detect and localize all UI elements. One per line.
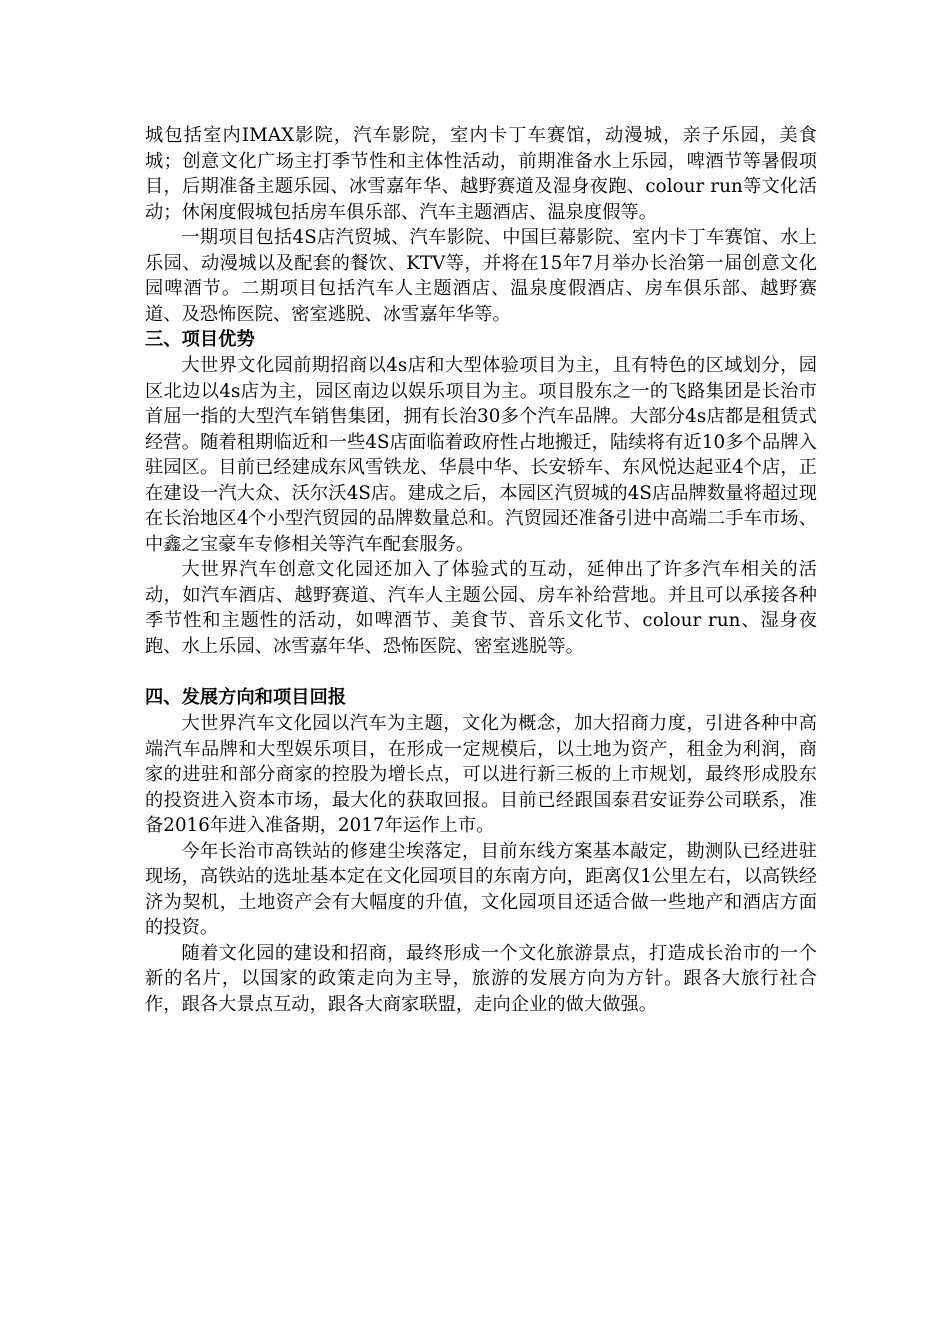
- section-4-paragraph-3: 随着文化园的建设和招商，最终形成一个文化旅游景点，打造成长治市的一个新的名片，以国家的政策走向为主导，旅游的发展方向为方针。跟各大旅行社合作，跟各大景点互动，跟各大商家联盟，走向企业的做大做强。: [145, 942, 817, 1015]
- section-3-paragraph-1: 大世界文化园前期招商以4s店和大型体验项目为主，且有特色的区域划分，园区北边以4s店为主，园区南边以娱乐项目为主。项目股东之一的飞路集团是长治市首屈一指的大型汽车销售集团，拥有长治30多个汽车品牌。大部分4s店都是租赁式经营。随着租期临近和一些4S店面临着政府性占地搬迁，陆续将有近10多个品牌入驻园区。目前已经建成东风雪铁龙、华晨中华、长安轿车、东风悦达起亚4个店，正在建设一汽大众、沃尔沃4S店。建成之后，本园区汽贸城的4S店品牌数量将超过现在长治地区4个小型汽贸园的品牌数量总和。汽贸园还准备引进中高端二手车市场、中鑫之宝豪车专修相关等汽车配套服务。: [145, 355, 817, 555]
- document-page: [145, 123, 817, 1017]
- intro-continuation-paragraph: 城包括室内IMAX影院，汽车影院，室内卡丁车赛馆，动漫城，亲子乐园，美食城；创意文化广场主打季节性和主体性活动，前期准备水上乐园，啤酒节等暑假项目，后期准备主题乐园、冰雪嘉年华、越野赛道及湿身夜跑、colour run等文化活动；休闲度假城包括房车俱乐部、汽车主题酒店、温泉度假等。: [145, 125, 817, 223]
- blank-line: [145, 659, 817, 685]
- section-4-heading: 四、发展方向和项目回报: [145, 687, 347, 708]
- intro-phases-paragraph: 一期项目包括4S店汽贸城、汽车影院、中国巨幕影院、室内卡丁车赛馆、水上乐园、动漫城以及配套的餐饮、KTV等，并将在15年7月举办长治第一届创意文化园啤酒节。二期项目包括汽车人主题酒店、温泉度假酒店、房车俱乐部、越野赛道、及恐怖医院、密室逃脱、冰雪嘉年华等。: [145, 227, 817, 325]
- section-3-heading: 三、项目优势: [145, 329, 255, 350]
- section-4-paragraph-1: 大世界汽车文化园以汽车为主题，文化为概念，加大招商力度，引进各种中高端汽车品牌和大型娱乐项目，在形成一定规模后，以土地为资产，租金为利润，商家的进驻和部分商家的控股为增长点，可以进行新三板的上市规划，最终形成股东的投资进入资本市场，最大化的获取回报。目前已经跟国泰君安证券公司联系，准备2016年进入准备期，2017年运作上市。: [145, 713, 817, 836]
- section-3-paragraph-2: 大世界汽车创意文化园还加入了体验式的互动，延伸出了许多汽车相关的活动，如汽车酒店、越野赛道、汽车人主题公园、房车补给营地。并且可以承接各种季节性和主题性的活动，如啤酒节、美食节、音乐文化节、colour run、湿身夜跑、水上乐园、冰雪嘉年华、恐怖医院、密室逃脱等。: [145, 559, 817, 657]
- section-4-paragraph-2: 今年长治市高铁站的修建尘埃落定，目前东线方案基本敲定，勘测队已经进驻现场，高铁站的选址基本定在文化园项目的东南方向，距离仅1公里左右，以高铁经济为契机，土地资产会有大幅度的升值，文化园项目还适合做一些地产和酒店方面的投资。: [145, 840, 817, 938]
